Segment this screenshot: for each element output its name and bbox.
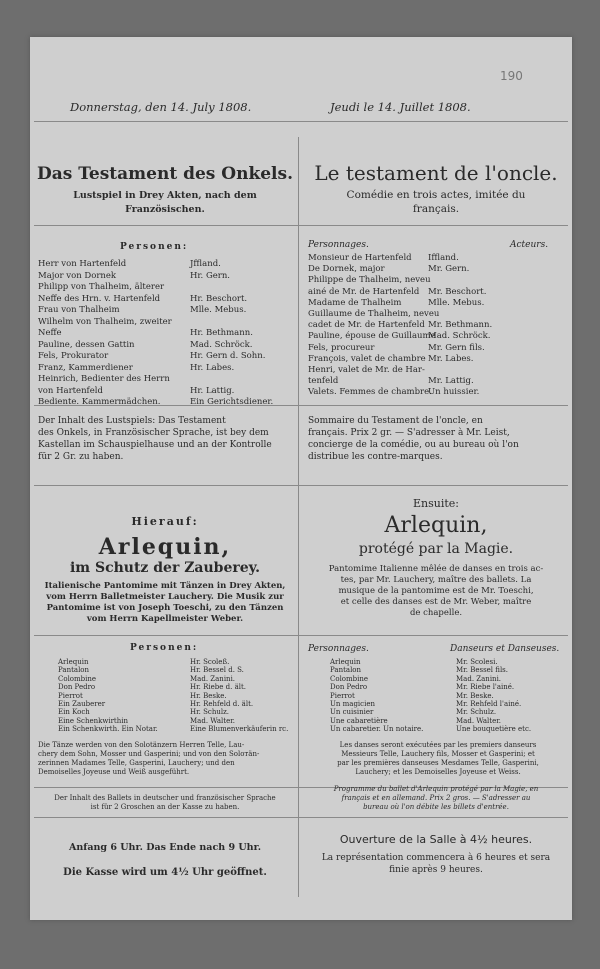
text-line: chery dem Sohn, Mosser und Gasperini; und von den Soloтän- [38, 750, 260, 758]
column-divider [298, 137, 299, 897]
date-french: Jeudi le 14. Juillet 1808. [330, 100, 471, 114]
cast-role: Pierrot [58, 691, 83, 700]
ballet-cast-header-french-dancers: Danseurs et Danseuses. [450, 644, 560, 654]
cast-role: Fels, Prokurator [38, 351, 109, 361]
cast-header-german: Personen: [120, 242, 189, 252]
cast-role: Don Pedro [58, 683, 96, 692]
text-line: Italienische Pantomime mit Tänzen in Drey Akten, [44, 581, 286, 591]
cast-actor: Mr. Gern. [428, 264, 470, 275]
text-line: ist für 2 Groschen an der Kasse zu haben. [90, 803, 240, 811]
cast-actor: Mr. Schulz. [456, 708, 497, 717]
cast-role: Philippe de Thalheim, neveu [308, 275, 431, 286]
text-line: Les danses seront exécutées par les premiers danseurs [339, 741, 537, 749]
cast-actor: Iffland. [428, 253, 459, 263]
text-line: tes, par Mr. Lauchery, maître des ballets. La [340, 575, 532, 585]
cast-role: Neffe [38, 328, 62, 338]
cast-role: Neffe des Hrn. v. Hartenfeld [38, 293, 161, 304]
programme-note-french [302, 785, 570, 812]
cast-actor: Mad. Schröck. [428, 331, 491, 342]
text-line: des Onkels, in Französischer Sprache, ist bey dem [38, 428, 269, 438]
text-line: français et en allemand. Prix 2 gros. — S'adresser au [341, 794, 531, 802]
dancers-note-german [38, 741, 296, 777]
ballet-title-german: Arlequin, [98, 534, 232, 560]
page-number: 190 [500, 69, 523, 83]
text-line: La représentation commencera à 6 heures et sera [321, 853, 551, 863]
cast-actor: Hr. Beschort. [190, 293, 248, 304]
play-subtitle-german-1: Lustspiel in Drey Akten, nach dem [73, 190, 257, 201]
cast-role: Philipp von Thalheim, älterer [38, 282, 165, 292]
ballet-description-french [302, 564, 570, 619]
cast-role: Une cabaretière [330, 716, 388, 725]
cast-role: Fels, procureur [308, 342, 375, 353]
cast-role: Un cabaretier. Un notaire. [330, 725, 424, 734]
text-line: vom Herrn Balletmeister Lauchery. Die Musik zur [46, 592, 284, 602]
cast-role: Madame de Thalheim [308, 297, 402, 308]
cast-actor: Hr. Beske. [190, 691, 227, 700]
cast-role: Bediente. Kammermädchen. [38, 397, 161, 407]
cast-actor: Mlle. Mebus. [428, 297, 485, 308]
text-line: Der Inhalt des Ballets in deutscher und französischer Sprache [54, 794, 276, 802]
text-line: français. Prix 2 gr. — S'adresser à Mr. Leist, [308, 428, 510, 438]
text-line: Die Tänze werden von den Solotänzern Herren Telle, Lau- [38, 741, 245, 749]
text-line: vom Herrn Kapellmeister Weber. [86, 614, 244, 624]
ballet-cast-header-french-roles: Personnages. [308, 644, 369, 654]
cast-role: ainé de Mr. de Hartenfeld [308, 286, 420, 297]
text-line: Pantomime Italienne mêlée de danses en trois ac- [328, 564, 544, 574]
cast-role: Ein Zauberer [58, 700, 106, 708]
ballet-subtitle-german: im Schutz der Zauberey. [69, 560, 261, 576]
cast-actor: Eine Blumenverkäuferin rc. [190, 725, 289, 734]
cast-actor: Mr. Lattig. [428, 376, 474, 387]
text-line: bureau où l'on débite les billets d'entrée. [363, 803, 509, 811]
cast-role: Arlequin [330, 658, 361, 666]
then-label-french: Ensuite: [413, 497, 459, 510]
text-line: Pantomime ist von Joseph Toeschi, zu den Tänzen [46, 603, 284, 613]
text-line: concierge de la comédie, ou au bureau où l'on [308, 440, 519, 450]
cast-role: Valets. Femmes de chambre. [308, 387, 432, 398]
text-line: par les premières danseuses Mesdames Telle, Gasperini, [337, 759, 539, 767]
cast-actor: Mr. Rehfeld l'ainé. [456, 700, 522, 708]
cast-actor: Hr. Bessel d. S. [190, 666, 244, 675]
hall-opening-french: Ouverture de la Salle à 4½ heures. [339, 833, 533, 846]
text-line: Der Inhalt des Lustspiels: Das Testament [38, 416, 226, 426]
play-title-french: Le testament de l'oncle. [314, 161, 558, 185]
cast-role: Frau von Thalheim [38, 305, 120, 315]
ballet-description-german [34, 581, 296, 625]
cast-header-french-actors: Acteurs. [510, 240, 549, 250]
cast-actor: Hr. Lattig. [190, 385, 235, 396]
cast-actor: Hr. Gern. [190, 270, 231, 281]
cast-actor: Mad. Schröck. [190, 339, 253, 350]
cast-role: Colombine [58, 674, 97, 683]
cast-role: François, valet de chambre [308, 353, 426, 364]
cast-role: tenfeld [308, 376, 339, 387]
cast-role: cadet de Mr. de Hartenfeld [308, 320, 425, 331]
cast-actor: Mad. Zanini. [190, 674, 236, 683]
box-office-opening-german: Die Kasse wird um 4½ Uhr geöffnet. [63, 867, 267, 878]
cast-actor: Mr. Gern fils. [428, 342, 485, 353]
cast-actor: Mr. Scolesi. [456, 658, 498, 666]
text-line: zerinnen Madames Telle, Gasperini, Lauchery; und den [38, 759, 235, 767]
rule [34, 817, 568, 818]
cast-role: De Dornek, major [308, 264, 385, 275]
cast-role: Herr von Hartenfeld [38, 259, 127, 269]
cast-role: Un cuisinier [330, 708, 374, 717]
cast-role: Arlequin [58, 658, 89, 666]
play-subtitle-french-1: Comédie en trois actes, imitée du [346, 189, 526, 201]
cast-actor: Hr. Gern d. Sohn. [190, 351, 266, 361]
cast-role: Colombine [330, 674, 369, 683]
cast-actor: Hr. Schulz. [190, 708, 230, 717]
cast-role: Ein Koch [58, 708, 90, 717]
text-line: de chapelle. [409, 608, 463, 618]
text-line: Demoiselles Joyeuse und Weiß ausgeführt. [38, 768, 190, 776]
cast-actor: Ein Gerichtsdiener. [190, 397, 274, 407]
text-line: Programme du ballet d'Arlequin protégé par la Magie, en [333, 785, 539, 793]
date-german: Donnerstag, den 14. July 1808. [70, 100, 252, 114]
text-line: Sommaire du Testament de l'oncle, en [308, 416, 483, 426]
rule [34, 121, 568, 122]
cast-actor: Mr. Beschort. [428, 286, 487, 297]
cast-role: Major von Dornek [38, 270, 117, 281]
ballet-summary-note-german [34, 794, 296, 812]
cast-actor: Hr. Labes. [190, 362, 235, 373]
text-line: et celle des danses est de Mr. Weber, maître [340, 597, 532, 607]
cast-actor: Mr. Riebe l'ainé. [456, 683, 515, 692]
cast-role: von Hartenfeld [38, 385, 103, 396]
rule [34, 485, 568, 486]
cast-actor: Un huissier. [428, 387, 480, 398]
cast-actor: Hr. Scoleß. [190, 658, 230, 666]
cast-role: Eine Schenkwirthin [58, 716, 128, 725]
cast-actor: Une bouquetière etc. [456, 725, 532, 734]
play-title-german: Das Testament des Onkels. [36, 164, 294, 184]
cast-actor: Mr. Bethmann. [428, 320, 493, 331]
cast-role: Monsieur de Hartenfeld [308, 253, 412, 263]
text-line: Lauchery; et les Demoiselles Joyeuse et Weiss. [355, 768, 521, 776]
cast-role: Ein Schenkwirth. Ein Notar. [58, 725, 158, 734]
text-line: Kastellan im Schauspielhause und an der Kontrolle [38, 440, 272, 450]
text-line: finie après 9 heures. [389, 865, 483, 875]
summary-note-german [38, 415, 296, 463]
cast-actor: Hr. Bethmann. [190, 328, 253, 338]
cast-actor: Mr. Labes. [428, 353, 474, 364]
rule [34, 635, 568, 636]
text-line: musique de la pantomime est de Mr. Toeschi, [338, 586, 534, 596]
then-label-german: Hierauf: [131, 515, 199, 528]
ballet-title-french: Arlequin, [384, 513, 488, 538]
performance-times-french [302, 852, 570, 876]
cast-actor: Mad. Zanini. [456, 674, 502, 683]
cast-header-french-roles: Personnages. [308, 240, 369, 250]
text-line: distribue les contre-marques. [308, 452, 443, 462]
play-subtitle-french-2: français. [412, 203, 460, 215]
play-subtitle-german-2: Französischen. [125, 204, 205, 215]
summary-note-french [308, 415, 570, 463]
cast-actor: Mr. Bessel fils. [456, 666, 508, 675]
cast-role: Pantalon [58, 666, 90, 675]
text-line: für 2 Gr. zu haben. [38, 452, 124, 462]
cast-role: Pauline, épouse de Guillaume [308, 331, 436, 342]
cast-actor: Mlle. Mebus. [190, 305, 247, 315]
cast-role: Wilhelm von Thalheim, zweiter [38, 316, 172, 327]
cast-role: Franz, Kammerdiener [38, 362, 133, 373]
cast-role: Un magicien [330, 700, 375, 708]
cast-role: Pantalon [330, 666, 362, 675]
rule [34, 225, 568, 226]
ballet-subtitle-french: protégé par la Magie. [358, 541, 514, 557]
text-line: Messieurs Telle, Lauchery fils, Mosser et Gasperini; et [341, 750, 535, 758]
playbill-page [30, 37, 572, 920]
cast-actor: Jffland. [190, 259, 221, 269]
cast-actor: Mad. Walter. [456, 716, 502, 725]
dancers-note-french [306, 741, 570, 777]
ballet-cast-header-german: Personen: [130, 643, 199, 653]
cast-role: Guillaume de Thalheim, neveu [308, 309, 440, 319]
cast-actor: Mr. Beske. [456, 691, 494, 700]
start-end-times-german: Anfang 6 Uhr. Das Ende nach 9 Uhr. [68, 842, 262, 853]
cast-actor: Hr. Rehfeld d. ält. [190, 700, 254, 708]
cast-role: Pierrot [330, 691, 355, 700]
cast-actor: Mad. Walter. [190, 716, 236, 725]
cast-actor: Hr. Riebe d. ält. [190, 683, 247, 692]
cast-role: Henri, valet de Mr. de Har- [308, 365, 425, 375]
cast-role: Don Pedro [330, 683, 368, 692]
cast-role: Heinrich, Bedienter des Herrn [38, 374, 170, 384]
cast-role: Pauline, dessen Gattin [38, 339, 135, 350]
